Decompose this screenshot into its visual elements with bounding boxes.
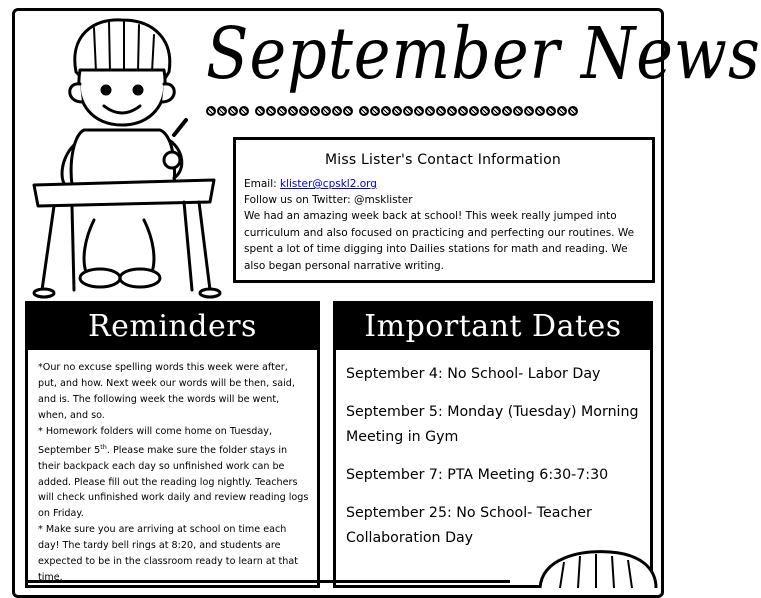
- email-line: [244, 176, 642, 192]
- date-item: September 4: No School- Labor Day: [346, 366, 601, 382]
- reminders-text: [28, 350, 317, 586]
- student-at-desk-illustration: [14, 10, 224, 300]
- reminders-panel: [25, 301, 320, 588]
- date-item: September 25: No School- Teacher Collaboration Day: [346, 505, 592, 546]
- reminder-homework: * Homework folders will come home on Tuesday, September 5th. Please make sure the folder stays in their backpack each day so unfinished work can be added. Please fill out the reading log nightly. Teachers will check unfinished work daily and review reading logs on Friday.: [38, 425, 309, 520]
- email-label: Email:: [244, 178, 277, 190]
- corner-character-illustration: [530, 548, 660, 588]
- bottom-section-border: [25, 580, 510, 588]
- newsletter-title: September News: [206, 11, 761, 96]
- reminder-spelling: *Our no excuse spelling words this week were after, put, and how. Next week our words will be then, said, and is. The following week the words will be went, when, and so.: [38, 362, 295, 421]
- contact-heading: Miss Lister's Contact Information: [324, 152, 561, 168]
- date-item: September 7: PTA Meeting 6:30-7:30: [346, 467, 609, 483]
- twitter-line: Follow us on Twitter: @msklister: [244, 194, 413, 206]
- date-item: September 5: Monday (Tuesday) Morning Meeting in Gym: [346, 404, 639, 445]
- contact-info-box: [233, 137, 655, 283]
- important-dates-heading: Important Dates: [336, 304, 650, 350]
- dates-list: [336, 350, 650, 551]
- contact-message: We had an amazing week back at school! This week really jumped into curriculum and also focused on practicing and perfecting our routines. We spent a lot of time digging into Dailies stations for math and reading. We also began personal narrative writing.: [244, 210, 635, 272]
- reminders-heading: Reminders: [28, 304, 317, 350]
- important-dates-panel: [333, 301, 653, 588]
- email-link[interactable]: klister@cpskl2.org: [280, 178, 377, 190]
- decorative-dot-divider: [206, 106, 578, 116]
- reminder-tardy: * Make sure you are arriving at school on time each day! The tardy bell rings at 8:20, and students are expected to be in the classroom ready to learn at that time.: [38, 524, 299, 583]
